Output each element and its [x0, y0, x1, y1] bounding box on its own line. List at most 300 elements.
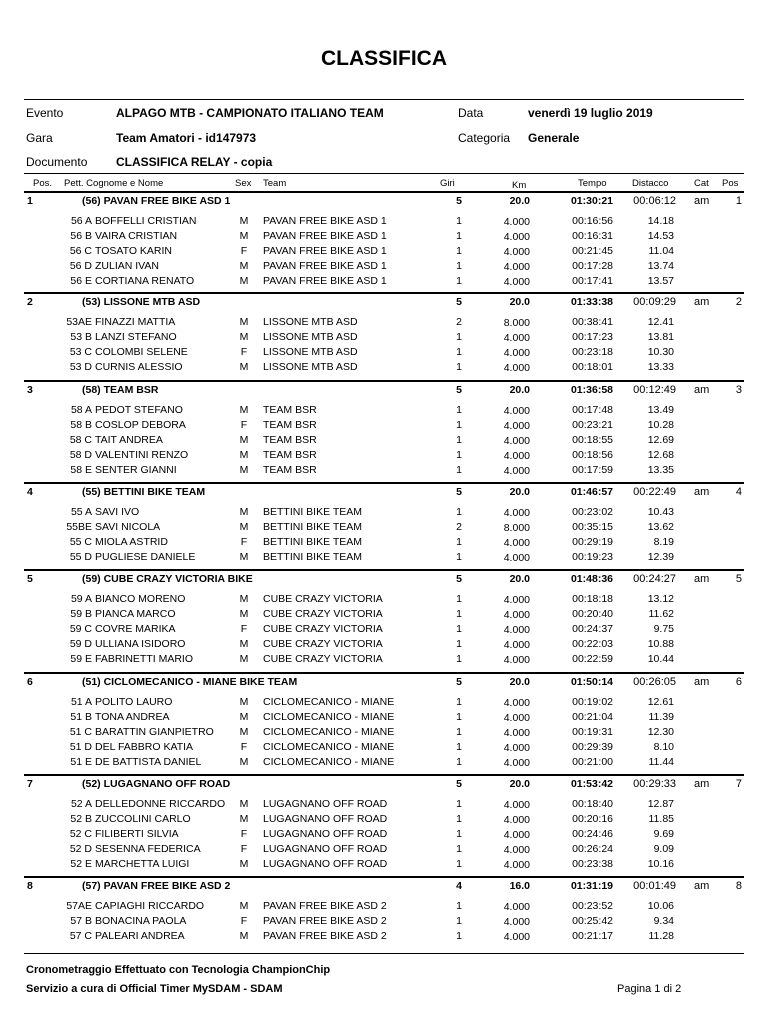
rider-giri: 1 — [456, 464, 462, 476]
rider-giri: 1 — [456, 813, 462, 825]
rider-sex: M — [239, 434, 249, 446]
rider-name: CAPIAGHI RICCARDO — [95, 900, 205, 912]
rider-km: 4.000 — [503, 276, 530, 288]
rider-name: TONA ANDREA — [95, 711, 170, 723]
team-giri: 5 — [456, 384, 462, 396]
team-km: 20.0 — [509, 296, 530, 308]
rider-tempo: 00:29:19 — [572, 536, 613, 548]
rider-bib: 58 D — [69, 449, 92, 461]
rider-name: PEDOT STEFANO — [95, 404, 183, 416]
rider-bib: 59 B — [70, 608, 92, 620]
rider-team: CUBE CRAZY VICTORIA — [263, 623, 383, 635]
rider-tempo: 00:25:42 — [572, 915, 613, 927]
team-distacco: 00:06:12 — [633, 195, 676, 207]
team-giri: 5 — [456, 573, 462, 585]
rider-team: CICLOMECANICO - MIANE — [263, 726, 395, 738]
rider-sex: M — [239, 593, 249, 605]
rider-giri: 1 — [456, 260, 462, 272]
rider-average: 11.44 — [648, 756, 674, 768]
rider-bib: 53 B — [70, 331, 92, 343]
footer-rule — [24, 953, 744, 954]
rider-name: DEL FABBRO KATIA — [95, 741, 194, 753]
rider-km: 4.000 — [503, 901, 530, 913]
rider-name: CURNIS ALESSIO — [95, 361, 183, 373]
rider-bib: 59 E — [70, 653, 92, 665]
team-name: (51) CICLOMECANICO - MIANE BIKE TEAM — [82, 676, 298, 688]
team-position: 3 — [27, 384, 33, 396]
team-name: (56) PAVAN FREE BIKE ASD 1 — [82, 195, 231, 207]
rider-average: 9.09 — [653, 843, 674, 855]
rider-km: 4.000 — [503, 231, 530, 243]
rider-name: CORTIANA RENATO — [95, 275, 195, 287]
rider-km: 4.000 — [503, 916, 530, 928]
rider-name: PUGLIESE DANIELE — [95, 551, 196, 563]
rider-team: LUGAGNANO OFF ROAD — [263, 798, 388, 810]
page-title: CLASSIFICA — [321, 47, 447, 70]
rider-giri: 1 — [456, 419, 462, 431]
rider-km: 4.000 — [503, 639, 530, 651]
rider-tempo: 00:18:55 — [572, 434, 613, 446]
rider-km: 4.000 — [503, 844, 530, 856]
rider-bib: 51 B — [70, 711, 92, 723]
rider-giri: 1 — [456, 696, 462, 708]
rider-sex: M — [239, 361, 249, 373]
rider-giri: 1 — [456, 361, 462, 373]
documento-label: Documento — [26, 155, 88, 169]
rider-sex: M — [239, 696, 249, 708]
rider-average: 12.69 — [647, 434, 674, 446]
rider-giri: 1 — [456, 551, 462, 563]
team-category-position: 8 — [735, 880, 742, 892]
team-category: am — [694, 296, 710, 308]
team-category: am — [694, 778, 710, 790]
rider-name: BOFFELLI CRISTIAN — [95, 215, 197, 227]
rider-tempo: 00:16:31 — [572, 230, 613, 242]
rider-name: POLITO LAURO — [95, 696, 173, 708]
rider-bib: 51 A — [70, 696, 92, 708]
rider-tempo: 00:24:37 — [572, 623, 613, 635]
rider-tempo: 00:17:23 — [572, 331, 613, 343]
rider-name: PALEARI ANDREA — [95, 930, 185, 942]
rider-giri: 1 — [456, 798, 462, 810]
rider-name: VAIRA CRISTIAN — [95, 230, 178, 242]
rider-giri: 1 — [456, 756, 462, 768]
categoria-label: Categoria — [458, 131, 511, 145]
team-km: 20.0 — [509, 195, 530, 207]
team-category: am — [694, 880, 710, 892]
gara-value: Team Amatori - id147973 — [116, 131, 257, 145]
team-distacco: 00:12:49 — [633, 384, 676, 396]
rider-sex: M — [239, 464, 249, 476]
team-separator — [24, 380, 744, 382]
team-distacco: 00:26:05 — [633, 676, 676, 688]
rider-team: LISSONE MTB ASD — [263, 316, 358, 328]
team-km: 20.0 — [509, 384, 530, 396]
rider-bib: 58 B — [70, 419, 92, 431]
rider-giri: 1 — [456, 900, 462, 912]
rider-bib: 51 E — [70, 756, 92, 768]
col-cat-header: Cat — [694, 178, 709, 189]
col-pos-header: Pos. — [33, 178, 53, 189]
rider-name: ZULIAN IVAN — [95, 260, 159, 272]
rider-name: SAVI NICOLA — [95, 521, 161, 533]
rider-bib: 56 A — [70, 215, 92, 227]
rider-name: LANZI STEFANO — [95, 331, 177, 343]
col-km-header: Km — [512, 180, 527, 191]
rider-team: CUBE CRAZY VICTORIA — [263, 593, 383, 605]
rider-team: PAVAN FREE BIKE ASD 1 — [263, 245, 387, 257]
rider-name: FILIBERTI SILVIA — [95, 828, 179, 840]
team-separator — [24, 191, 744, 193]
rider-team: PAVAN FREE BIKE ASD 2 — [263, 930, 387, 942]
rider-tempo: 00:21:04 — [572, 711, 613, 723]
rider-name: BARATTIN GIANPIETRO — [95, 726, 214, 738]
rider-giri: 1 — [456, 215, 462, 227]
rider-name: MIOLA ASTRID — [95, 536, 168, 548]
rider-giri: 2 — [456, 316, 462, 328]
team-position: 7 — [27, 778, 33, 790]
rider-km: 4.000 — [503, 347, 530, 359]
rider-average: 9.69 — [653, 828, 674, 840]
rider-team: CUBE CRAZY VICTORIA — [263, 638, 383, 650]
rider-tempo: 00:18:40 — [572, 798, 613, 810]
rider-average: 12.61 — [647, 696, 674, 708]
rider-giri: 1 — [456, 404, 462, 416]
footer-line-2: Servizio a cura di Official Timer MySDAM - SDAM — [26, 983, 283, 995]
rider-name: COLOMBI SELENE — [95, 346, 188, 358]
team-category: am — [694, 573, 710, 585]
team-tempo: 01:36:58 — [570, 384, 613, 396]
data-value: venerdì 19 luglio 2019 — [528, 106, 653, 120]
rider-giri: 1 — [456, 858, 462, 870]
rider-average: 13.49 — [647, 404, 674, 416]
rider-km: 4.000 — [503, 757, 530, 769]
team-km: 20.0 — [509, 778, 530, 790]
rider-team: BETTINI BIKE TEAM — [263, 551, 362, 563]
rider-km: 4.000 — [503, 829, 530, 841]
rider-team: CICLOMECANICO - MIANE — [263, 741, 395, 753]
col-team-header: Team — [263, 178, 287, 189]
rider-team: PAVAN FREE BIKE ASD 1 — [263, 230, 387, 242]
rider-km: 4.000 — [503, 507, 530, 519]
col-giri-header: Giri — [440, 178, 455, 189]
rider-team: LUGAGNANO OFF ROAD — [263, 828, 388, 840]
team-category-position: 3 — [735, 384, 742, 396]
rider-tempo: 00:18:56 — [572, 449, 613, 461]
rider-tempo: 00:21:17 — [572, 930, 613, 942]
team-category-position: 2 — [735, 296, 742, 308]
rider-sex: F — [240, 245, 248, 257]
rider-bib: 55BE — [66, 521, 92, 533]
rider-tempo: 00:21:45 — [572, 245, 613, 257]
rider-average: 11.28 — [648, 930, 674, 942]
rider-tempo: 00:19:02 — [572, 696, 613, 708]
rider-average: 11.04 — [648, 245, 674, 257]
rider-average: 11.62 — [648, 608, 674, 620]
rider-name: VALENTINI RENZO — [95, 449, 189, 461]
team-position: 1 — [27, 195, 33, 207]
data-label: Data — [458, 106, 484, 120]
rider-average: 10.30 — [647, 346, 674, 358]
team-giri: 5 — [456, 296, 462, 308]
rider-giri: 1 — [456, 915, 462, 927]
rider-name: SENTER GIANNI — [95, 464, 177, 476]
team-km: 16.0 — [509, 880, 530, 892]
rider-km: 4.000 — [503, 450, 530, 462]
team-tempo: 01:31:19 — [570, 880, 613, 892]
rider-km: 4.000 — [503, 931, 530, 943]
rider-average: 13.57 — [647, 275, 674, 287]
team-tempo: 01:50:14 — [570, 676, 613, 688]
team-distacco: 00:09:29 — [633, 296, 676, 308]
rider-giri: 1 — [456, 230, 462, 242]
rider-bib: 58 E — [70, 464, 92, 476]
rider-giri: 1 — [456, 711, 462, 723]
rider-km: 4.000 — [503, 261, 530, 273]
rider-average: 10.44 — [647, 653, 674, 665]
rider-team: CICLOMECANICO - MIANE — [263, 711, 395, 723]
rider-sex: M — [239, 756, 249, 768]
rider-km: 4.000 — [503, 727, 530, 739]
rider-giri: 2 — [456, 521, 462, 533]
rider-name: COVRE MARIKA — [95, 623, 176, 635]
rider-sex: M — [239, 726, 249, 738]
rider-km: 4.000 — [503, 712, 530, 724]
rider-tempo: 00:21:00 — [572, 756, 613, 768]
rider-tempo: 00:17:48 — [572, 404, 613, 416]
rider-km: 4.000 — [503, 362, 530, 374]
rider-bib: 58 A — [70, 404, 92, 416]
rider-bib: 52 B — [70, 813, 92, 825]
rider-km: 4.000 — [503, 654, 530, 666]
rider-tempo: 00:18:01 — [572, 361, 613, 373]
rider-tempo: 00:29:39 — [572, 741, 613, 753]
rider-bib: 56 C — [69, 245, 92, 257]
rider-team: BETTINI BIKE TEAM — [263, 521, 362, 533]
rider-bib: 56 D — [69, 260, 92, 272]
rider-average: 10.06 — [647, 900, 674, 912]
rider-bib: 51 D — [69, 741, 92, 753]
rider-team: CUBE CRAZY VICTORIA — [263, 608, 383, 620]
rider-average: 12.30 — [647, 726, 674, 738]
rider-sex: F — [240, 536, 248, 548]
rider-km: 4.000 — [503, 594, 530, 606]
team-position: 5 — [27, 573, 33, 585]
rider-average: 13.62 — [647, 521, 674, 533]
col-tempo-header: Tempo — [578, 178, 607, 189]
rider-tempo: 00:24:46 — [572, 828, 613, 840]
rider-km: 4.000 — [503, 405, 530, 417]
rider-average: 13.12 — [647, 593, 674, 605]
team-position: 4 — [27, 486, 33, 498]
rider-average: 12.41 — [647, 316, 674, 328]
rider-giri: 1 — [456, 449, 462, 461]
rider-sex: M — [239, 711, 249, 723]
rider-average: 9.34 — [653, 915, 674, 927]
rider-average: 11.39 — [648, 711, 674, 723]
rider-km: 4.000 — [503, 465, 530, 477]
rider-giri: 1 — [456, 828, 462, 840]
column-header-top-rule — [24, 173, 744, 174]
rider-average: 8.19 — [653, 536, 674, 548]
team-giri: 5 — [456, 486, 462, 498]
rider-km: 4.000 — [503, 609, 530, 621]
rider-team: PAVAN FREE BIKE ASD 2 — [263, 900, 387, 912]
rider-giri: 1 — [456, 346, 462, 358]
rider-tempo: 00:23:18 — [572, 346, 613, 358]
rider-sex: M — [239, 858, 249, 870]
rider-km: 8.000 — [503, 317, 530, 329]
team-tempo: 01:33:38 — [570, 296, 613, 308]
rider-giri: 1 — [456, 608, 462, 620]
rider-bib: 52 D — [69, 843, 92, 855]
rider-km: 4.000 — [503, 742, 530, 754]
rider-bib: 55 C — [69, 536, 92, 548]
rider-km: 4.000 — [503, 859, 530, 871]
rider-sex: F — [240, 843, 248, 855]
team-name: (57) PAVAN FREE BIKE ASD 2 — [82, 880, 231, 892]
rider-bib: 52 A — [70, 798, 92, 810]
team-distacco: 00:24:27 — [633, 573, 676, 585]
rider-tempo: 00:18:18 — [572, 593, 613, 605]
rider-tempo: 00:22:03 — [572, 638, 613, 650]
rider-km: 4.000 — [503, 435, 530, 447]
rider-tempo: 00:26:24 — [572, 843, 613, 855]
team-km: 20.0 — [509, 573, 530, 585]
rider-giri: 1 — [456, 331, 462, 343]
rider-tempo: 00:17:28 — [572, 260, 613, 272]
rider-team: TEAM BSR — [263, 434, 317, 446]
rider-sex: F — [240, 419, 248, 431]
rider-bib: 55 D — [69, 551, 92, 563]
rider-giri: 1 — [456, 593, 462, 605]
rider-bib: 59 C — [69, 623, 92, 635]
rider-team: PAVAN FREE BIKE ASD 2 — [263, 915, 387, 927]
team-km: 20.0 — [509, 486, 530, 498]
rider-average: 12.87 — [647, 798, 674, 810]
rider-tempo: 00:23:21 — [572, 419, 613, 431]
rider-team: PAVAN FREE BIKE ASD 1 — [263, 215, 387, 227]
team-distacco: 00:22:49 — [633, 486, 676, 498]
rider-team: PAVAN FREE BIKE ASD 1 — [263, 275, 387, 287]
rider-team: BETTINI BIKE TEAM — [263, 506, 362, 518]
rider-km: 4.000 — [503, 246, 530, 258]
team-separator — [24, 292, 744, 294]
team-name: (52) LUGAGNANO OFF ROAD — [82, 778, 231, 790]
rider-bib: 53 C — [69, 346, 92, 358]
rider-tempo: 00:38:41 — [572, 316, 613, 328]
rider-team: TEAM BSR — [263, 449, 317, 461]
rider-sex: M — [239, 653, 249, 665]
team-position: 8 — [27, 880, 33, 892]
rider-km: 4.000 — [503, 332, 530, 344]
rider-sex: M — [239, 608, 249, 620]
rider-tempo: 00:19:23 — [572, 551, 613, 563]
rider-tempo: 00:19:31 — [572, 726, 613, 738]
rider-sex: M — [239, 275, 249, 287]
team-separator — [24, 876, 744, 878]
rider-name: ULLIANA ISIDORO — [95, 638, 186, 650]
rider-team: LISSONE MTB ASD — [263, 361, 358, 373]
page-number: Pagina 1 di 2 — [617, 983, 682, 995]
team-position: 2 — [27, 296, 33, 308]
rider-km: 4.000 — [503, 552, 530, 564]
rider-bib: 59 A — [70, 593, 92, 605]
col-sex-header: Sex — [235, 178, 252, 189]
rider-bib: 56 B — [70, 230, 92, 242]
footer-line-1: Cronometraggio Effettuato con Tecnologia ChampionChip — [26, 964, 331, 976]
team-name: (59) CUBE CRAZY VICTORIA BIKE — [82, 573, 253, 585]
team-separator — [24, 482, 744, 484]
team-tempo: 01:53:42 — [570, 778, 613, 790]
rider-average: 10.16 — [647, 858, 674, 870]
rider-km: 4.000 — [503, 624, 530, 636]
team-category-position: 6 — [735, 676, 742, 688]
col-pett-header: Pett. Cognome e Nome — [64, 178, 164, 189]
rider-sex: M — [239, 506, 249, 518]
team-name: (55) BETTINI BIKE TEAM — [82, 486, 206, 498]
team-category: am — [694, 384, 710, 396]
rider-sex: M — [239, 260, 249, 272]
rider-sex: M — [239, 215, 249, 227]
team-giri: 5 — [456, 778, 462, 790]
rider-km: 4.000 — [503, 216, 530, 228]
rider-tempo: 00:17:59 — [572, 464, 613, 476]
rider-sex: F — [240, 741, 248, 753]
rider-sex: M — [239, 551, 249, 563]
rider-team: LISSONE MTB ASD — [263, 331, 358, 343]
rider-giri: 1 — [456, 930, 462, 942]
rider-team: TEAM BSR — [263, 464, 317, 476]
rider-tempo: 00:20:16 — [572, 813, 613, 825]
team-distacco: 00:01:49 — [633, 880, 676, 892]
team-tempo: 01:46:57 — [570, 486, 613, 498]
rider-team: CUBE CRAZY VICTORIA — [263, 653, 383, 665]
rider-bib: 57AE — [66, 900, 92, 912]
rider-team: LUGAGNANO OFF ROAD — [263, 843, 388, 855]
rider-name: DE BATTISTA DANIEL — [95, 756, 202, 768]
documento-value: CLASSIFICA RELAY - copia — [116, 155, 273, 169]
rider-team: TEAM BSR — [263, 419, 317, 431]
col-distacco-header: Distacco — [632, 178, 669, 189]
rider-bib: 58 C — [69, 434, 92, 446]
rider-bib: 59 D — [69, 638, 92, 650]
rider-sex: M — [239, 331, 249, 343]
rider-giri: 1 — [456, 506, 462, 518]
rider-name: DELLEDONNE RICCARDO — [95, 798, 226, 810]
rider-km: 4.000 — [503, 814, 530, 826]
rider-km: 4.000 — [503, 799, 530, 811]
team-name: (53) LISSONE MTB ASD — [82, 296, 201, 308]
rider-average: 12.39 — [647, 551, 674, 563]
rider-name: FABRINETTI MARIO — [95, 653, 194, 665]
rider-sex: M — [239, 521, 249, 533]
rider-team: CICLOMECANICO - MIANE — [263, 756, 395, 768]
rider-team: CICLOMECANICO - MIANE — [263, 696, 395, 708]
team-category-position: 7 — [735, 778, 742, 790]
team-separator — [24, 672, 744, 674]
rider-name: MARCHETTA LUIGI — [95, 858, 190, 870]
rider-giri: 1 — [456, 726, 462, 738]
team-category-position: 5 — [735, 573, 742, 585]
team-category-position: 4 — [735, 486, 742, 498]
rider-name: ZUCCOLINI CARLO — [95, 813, 191, 825]
team-giri: 4 — [456, 880, 462, 892]
rider-sex: M — [239, 813, 249, 825]
evento-label: Evento — [26, 106, 64, 120]
rider-km: 4.000 — [503, 420, 530, 432]
rider-name: BIANCO MORENO — [95, 593, 186, 605]
